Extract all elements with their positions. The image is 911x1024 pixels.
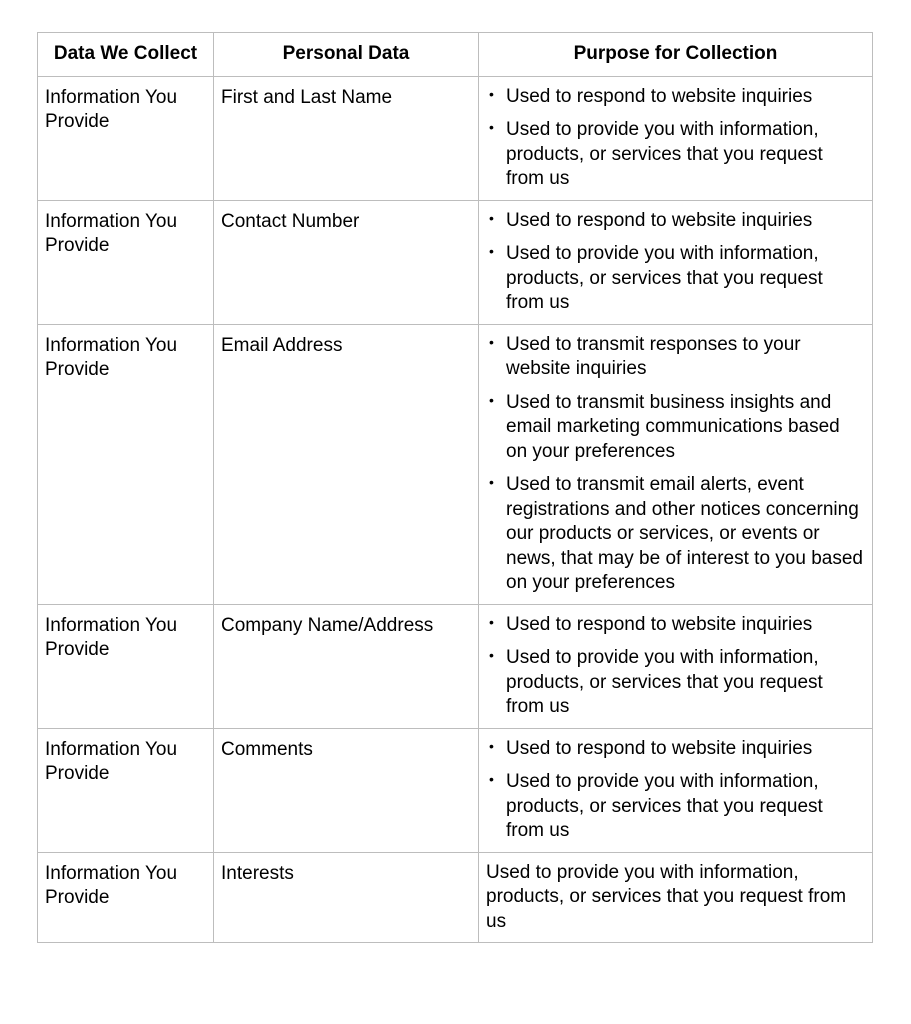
purpose-cell	[479, 728, 873, 852]
personal-data-cell: Email Address	[214, 324, 479, 604]
table-row	[38, 728, 873, 852]
table-header-row	[38, 33, 873, 77]
personal-data-cell: Contact Number	[214, 200, 479, 324]
purpose-cell	[479, 324, 873, 604]
purpose-list-item: • Used to respond to website inquiries	[486, 737, 866, 762]
purpose-list-item: • Used to respond to website inquiries	[486, 85, 866, 110]
header-data-we-collect: Data We Collect	[38, 33, 214, 77]
category-cell: Information You Provide	[38, 728, 214, 852]
personal-data-cell: Company Name/Address	[214, 604, 479, 728]
purpose-list	[486, 333, 866, 596]
category-cell: Information You Provide	[38, 604, 214, 728]
table-row	[38, 852, 873, 943]
purpose-list	[486, 737, 866, 844]
purpose-list-item: • Used to transmit responses to your website inquiries	[486, 333, 866, 382]
header-purpose-for-collection: Purpose for Collection	[479, 33, 873, 77]
table-row	[38, 604, 873, 728]
purpose-list	[486, 209, 866, 316]
category-cell: Information You Provide	[38, 76, 214, 200]
table-row	[38, 200, 873, 324]
purpose-list-item: • Used to respond to website inquiries	[486, 613, 866, 638]
personal-data-cell: First and Last Name	[214, 76, 479, 200]
table-row	[38, 324, 873, 604]
purpose-cell: Used to provide you with information, products, or services that you request from us	[479, 852, 873, 943]
purpose-list-item: • Used to provide you with information, products, or services that you request from us	[486, 118, 866, 192]
purpose-cell	[479, 604, 873, 728]
personal-data-cell: Interests	[214, 852, 479, 943]
category-cell: Information You Provide	[38, 852, 214, 943]
purpose-list	[486, 85, 866, 192]
purpose-list-item: • Used to transmit email alerts, event registrations and other notices concerning our products or services, or events or news, that may be of interest to you based on your preferences	[486, 473, 866, 596]
header-personal-data: Personal Data	[214, 33, 479, 77]
purpose-list-item: • Used to provide you with information, products, or services that you request from us	[486, 770, 866, 844]
purpose-cell	[479, 76, 873, 200]
purpose-cell	[479, 200, 873, 324]
purpose-list-item: • Used to provide you with information, products, or services that you request from us	[486, 242, 866, 316]
purpose-list-item: • Used to respond to website inquiries	[486, 209, 866, 234]
personal-data-cell: Comments	[214, 728, 479, 852]
purpose-list-item: • Used to provide you with information, products, or services that you request from us	[486, 646, 866, 720]
category-cell: Information You Provide	[38, 324, 214, 604]
table-row	[38, 76, 873, 200]
category-cell: Information You Provide	[38, 200, 214, 324]
data-collection-table	[37, 32, 873, 943]
purpose-list	[486, 613, 866, 720]
purpose-list-item: • Used to transmit business insights and email marketing communications based on your preferences	[486, 391, 866, 465]
